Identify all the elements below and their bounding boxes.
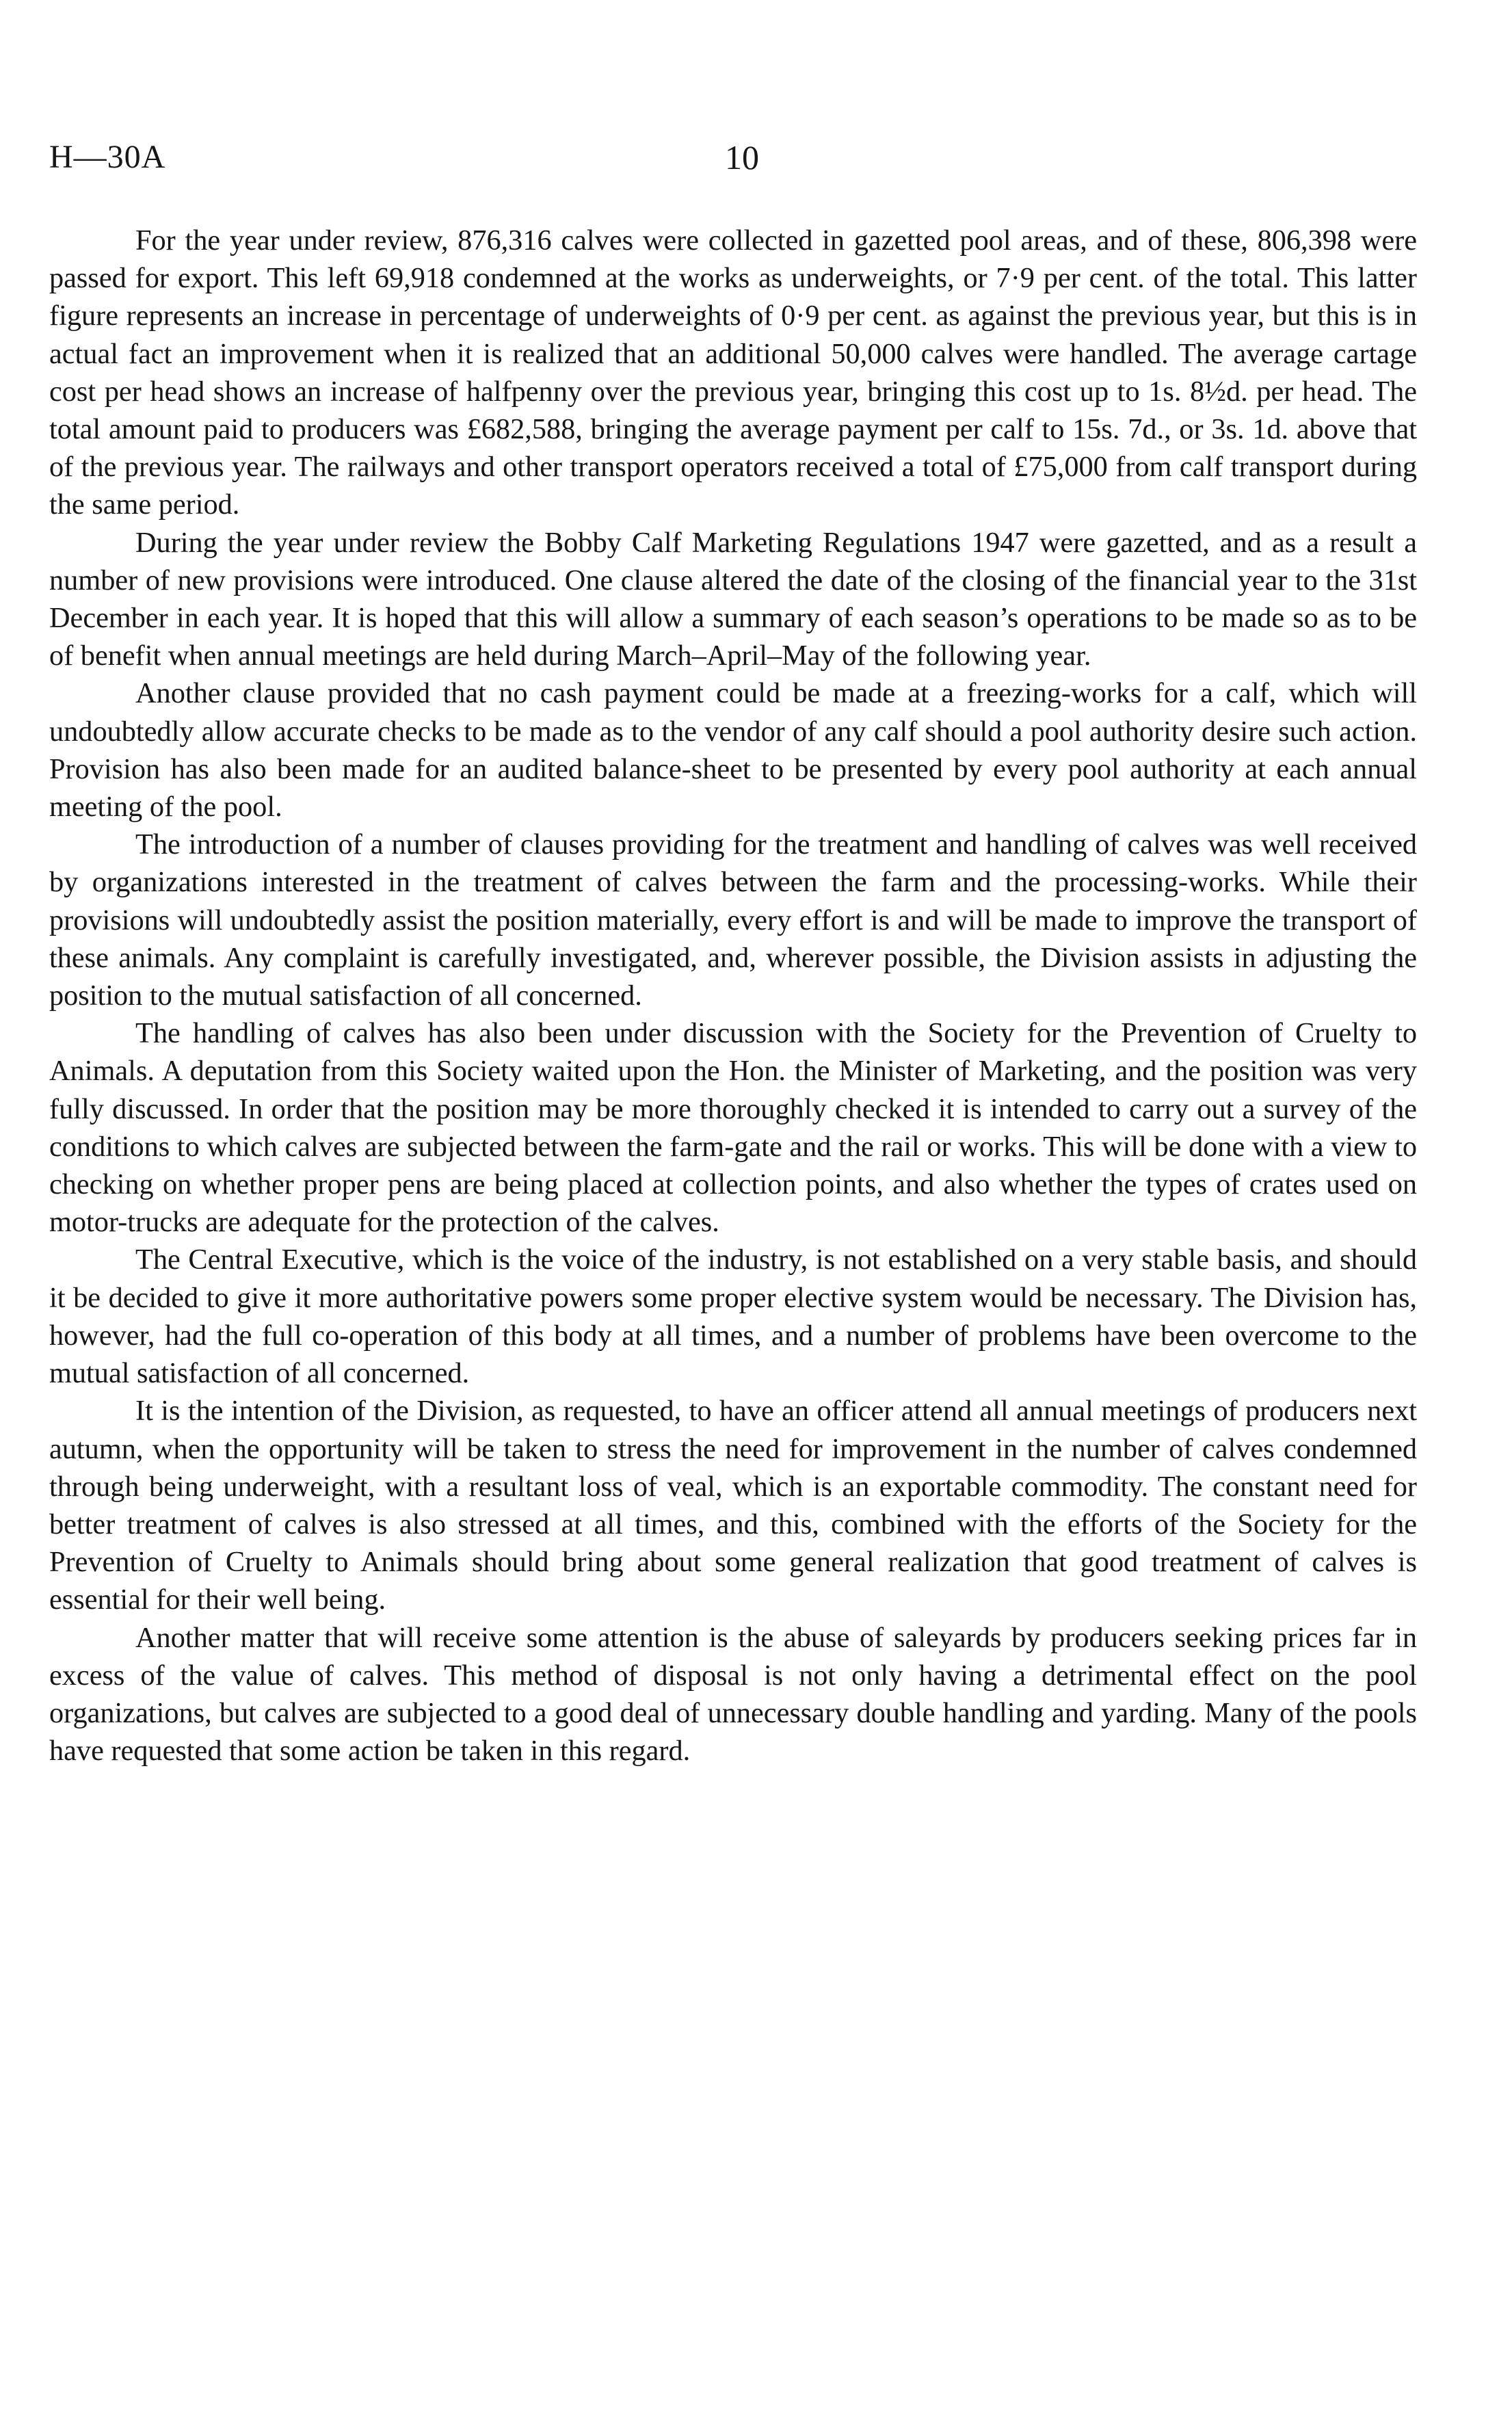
paragraph-treatment-clauses: The introduction of a number of clauses providing for the treatment and handling of calves was well received by organizations interested in the treatment of calves between the farm and the processing-works. While their provisions will undoubtedly assist the position materially, every effort is and will be made to improve the transport of these animals. Any complaint is carefully investigated, and, wherever possible, the Division assists in adjusting the position to the mutual satisfaction of all concerned. — [49, 828, 1417, 1012]
paragraph-central-executive: The Central Executive, which is the voice of the industry, is not established on a very stable basis, and should it be decided to give it more authoritative powers some proper elective system would be necessary. The Division has, however, had the full co-operation of this body at all times, and a number of problems have been overcome to the mutual satisfaction of all concerned. — [49, 1244, 1417, 1390]
paragraph-spca-discussion: The handling of calves has also been under discussion with the Society for the Prevention of Cruelty to Animals. A deputation from this Society waited upon the Hon. the Minister of Marketing, and the position was very fully discussed. In order that the position may be more thoroughly checked it is intended to carry out a survey of the conditions to which calves are subjected between the farm-gate and the rail or works. This will be done with a view to checking on whether proper pens are being placed at collection points, and also whether the types of crates used on motor-trucks are adequate for the protection of the calves. — [49, 1017, 1417, 1239]
page-number: 10 — [725, 138, 759, 176]
page-header — [49, 137, 1457, 178]
document-reference: H—30A — [49, 139, 166, 175]
paragraph-regulations-1947: During the year under review the Bobby Calf Marketing Regulations 1947 were gazetted, and as a result a number of new provisions were introduced. One clause altered the date of the closing of the financial year to the 31st December in each year. It is hoped that this will allow a summary of each season’s operations to be made so as to be of benefit when annual meetings are held during March–April–May of the following year. — [49, 526, 1417, 672]
paragraph-saleyards-abuse: Another matter that will receive some attention is the abuse of saleyards by producers seeking prices far in excess of the value of calves. This method of disposal is not only having a detrimental effect on the pool organizations, but calves are subjected to a good deal of unnecessary double handling and yarding. Many of the pools have requested that some action be taken in this regard. — [49, 1621, 1417, 1767]
paragraph-calf-collection-statistics: For the year under review, 876,316 calves were collected in gazetted pool areas, and of these, 806,398 were passed for export. This left 69,918 condemned at the works as underweights, or 7·9 per cent. of the total. This latter figure represents an increase in percentage of underweights of 0·9 per cent. as against the previous year, but this is in actual fact an improvement when it is realized that an additional 50,000 calves were handled. The average cartage cost per head shows an increase of halfpenny over the previous year, bringing this cost up to 1s. 8½d. per head. The total amount paid to producers was £682,588, bringing the average payment per calf to 15s. 7d., or 3s. 1d. above that of the previous year. The railways and other transport operators received a total of £75,000 from calf transport during the same period. — [49, 224, 1417, 521]
body-text — [49, 222, 1417, 1770]
paragraph-annual-meetings: It is the intention of the Division, as requested, to have an officer attend all annual meetings of producers next autumn, when the opportunity will be taken to stress the need for improvement in the number of calves condemned through being underweight, with a resultant loss of veal, which is an exportable commodity. The constant need for better treatment of calves is also stressed at all times, and this, combined with the efforts of the Society for the Prevention of Cruelty to Animals should bring about some general realization that good treatment of calves is essential for their well being. — [49, 1395, 1417, 1616]
paragraph-cash-payment-clause: Another clause provided that no cash payment could be made at a freezing-works for a calf, which will undoubtedly allow accurate checks to be made as to the vendor of any calf should a pool authority desire such action. Provision has also been made for an audited balance-sheet to be presented by every pool authority at each annual meeting of the pool. — [49, 677, 1417, 824]
